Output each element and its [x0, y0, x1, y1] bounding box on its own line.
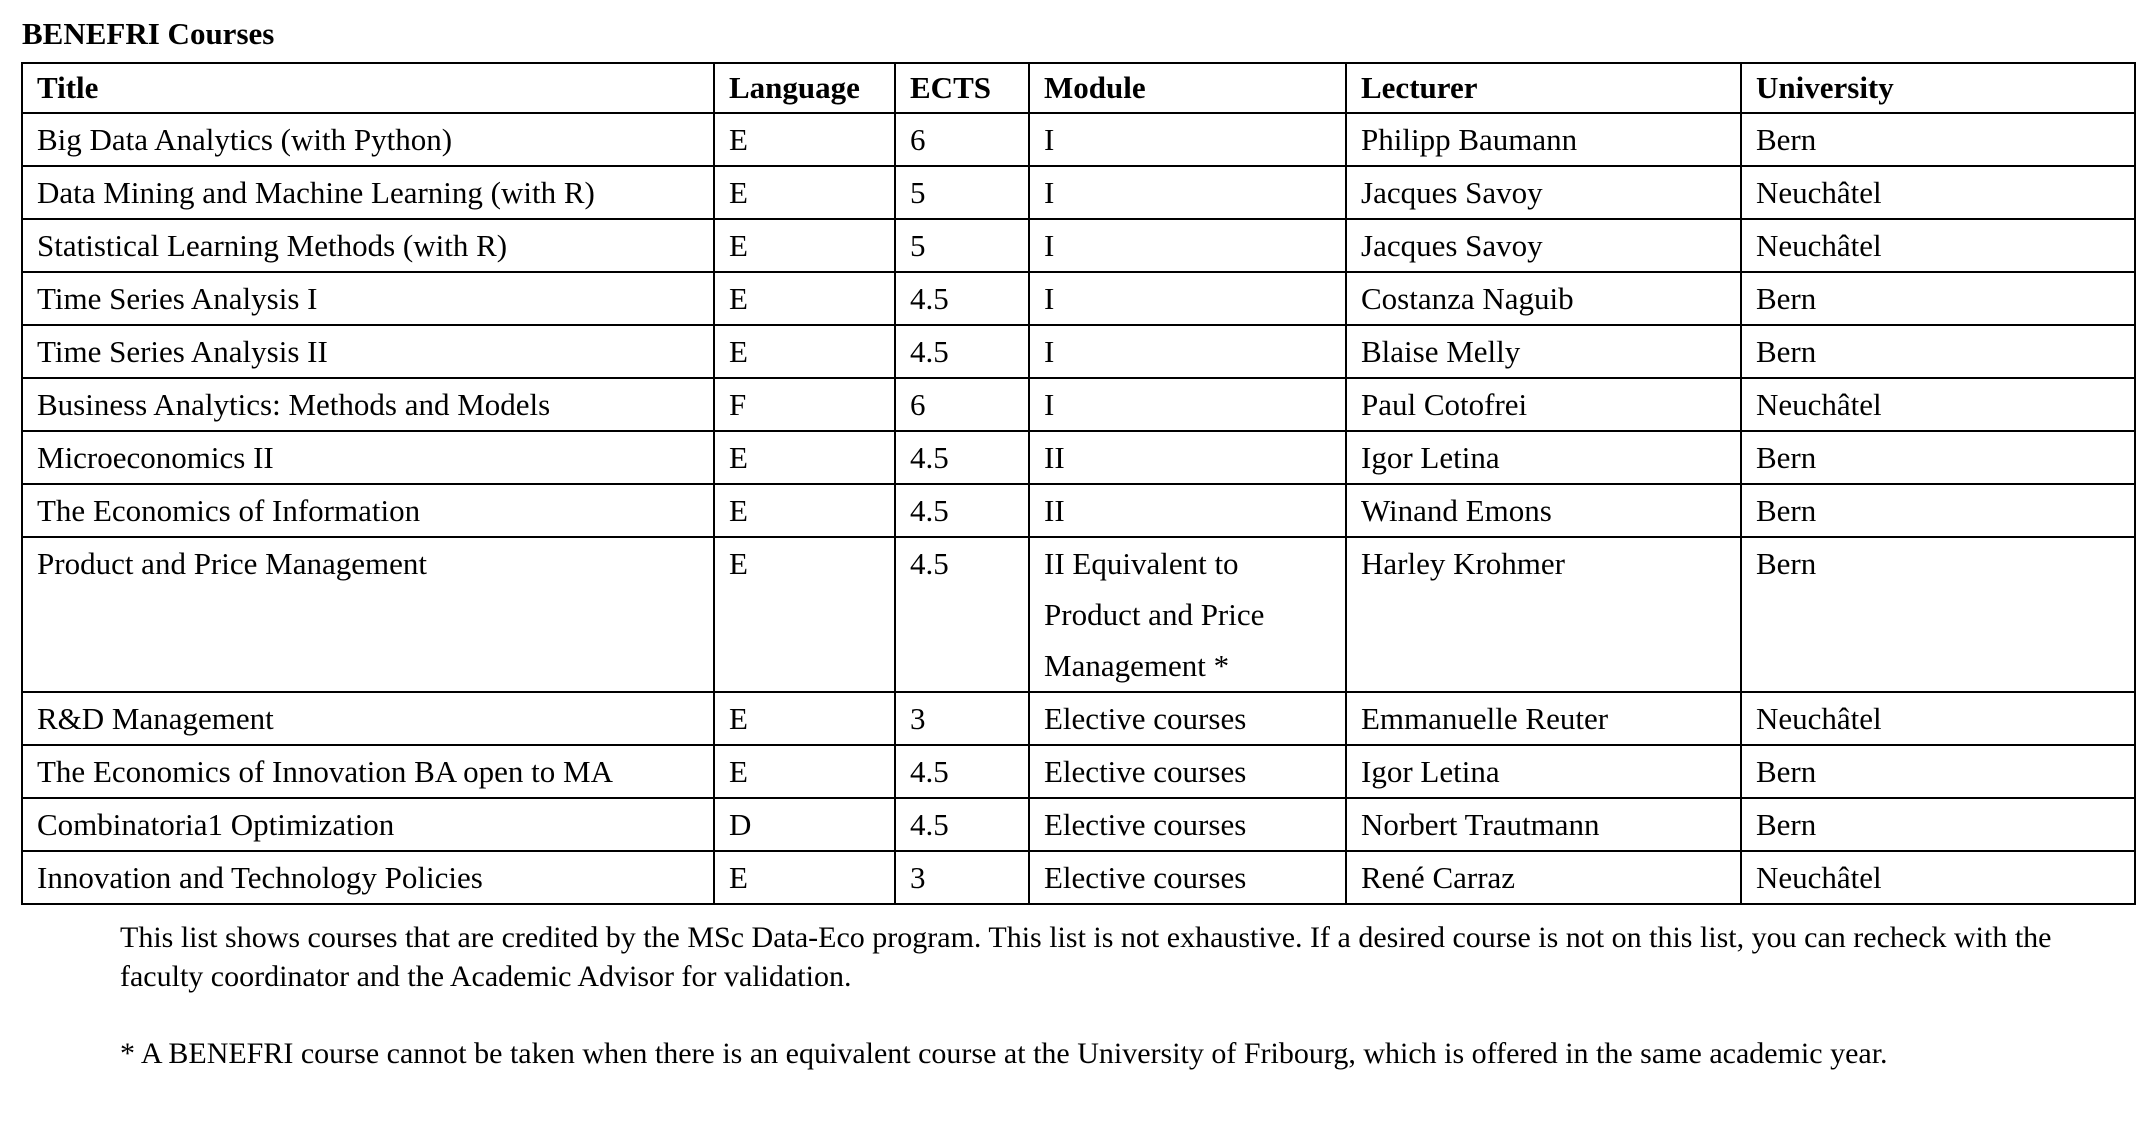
- cell-language: E: [714, 745, 895, 798]
- table-row: [22, 113, 2135, 166]
- cell-language: E: [714, 272, 895, 325]
- column-header-lecturer: Lecturer: [1346, 63, 1741, 113]
- cell-university: Neuchâtel: [1741, 851, 2135, 904]
- column-header-university: University: [1741, 63, 2135, 113]
- cell-lecturer: Jacques Savoy: [1346, 166, 1741, 219]
- cell-language: E: [714, 219, 895, 272]
- cell-university: Neuchâtel: [1741, 219, 2135, 272]
- notes-section: [120, 918, 2080, 1111]
- cell-title: Business Analytics: Methods and Models: [22, 378, 714, 431]
- cell-university: Bern: [1741, 272, 2135, 325]
- cell-university: Neuchâtel: [1741, 166, 2135, 219]
- cell-ects: 4.5: [895, 484, 1029, 537]
- cell-module: I: [1029, 325, 1346, 378]
- cell-lecturer: René Carraz: [1346, 851, 1741, 904]
- table-row: [22, 378, 2135, 431]
- cell-language: E: [714, 325, 895, 378]
- cell-title: Time Series Analysis II: [22, 325, 714, 378]
- cell-lecturer: Harley Krohmer: [1346, 537, 1741, 692]
- cell-module: I: [1029, 113, 1346, 166]
- cell-university: Neuchâtel: [1741, 692, 2135, 745]
- cell-lecturer: Blaise Melly: [1346, 325, 1741, 378]
- cell-title: Data Mining and Machine Learning (with R): [22, 166, 714, 219]
- cell-ects: 4.5: [895, 537, 1029, 692]
- table-row: [22, 325, 2135, 378]
- column-header-ects: ECTS: [895, 63, 1029, 113]
- table-row: [22, 745, 2135, 798]
- header-row: [22, 63, 2135, 113]
- cell-lecturer: Paul Cotofrei: [1346, 378, 1741, 431]
- cell-language: E: [714, 484, 895, 537]
- cell-ects: 3: [895, 692, 1029, 745]
- cell-ects: 4.5: [895, 745, 1029, 798]
- cell-title: Combinatoria1 Optimization: [22, 798, 714, 851]
- table-row: [22, 851, 2135, 904]
- table-row: [22, 537, 2135, 692]
- table-row: [22, 219, 2135, 272]
- cell-title: Microeconomics II: [22, 431, 714, 484]
- cell-university: Bern: [1741, 745, 2135, 798]
- cell-module: II: [1029, 484, 1346, 537]
- cell-ects: 4.5: [895, 325, 1029, 378]
- table-row: [22, 272, 2135, 325]
- cell-module: Elective courses: [1029, 798, 1346, 851]
- column-header-language: Language: [714, 63, 895, 113]
- table-row: [22, 431, 2135, 484]
- table-row: [22, 166, 2135, 219]
- cell-language: F: [714, 378, 895, 431]
- cell-university: Neuchâtel: [1741, 378, 2135, 431]
- cell-lecturer: Igor Letina: [1346, 745, 1741, 798]
- cell-lecturer: Winand Emons: [1346, 484, 1741, 537]
- cell-university: Bern: [1741, 537, 2135, 692]
- cell-module: I: [1029, 219, 1346, 272]
- cell-module: I: [1029, 378, 1346, 431]
- equivalence-note: * A BENEFRI course cannot be taken when there is an equivalent course at the University of Fribourg, which is offered in the same academic year.: [120, 1037, 1888, 1070]
- cell-ects: 4.5: [895, 431, 1029, 484]
- cell-language: D: [714, 798, 895, 851]
- cell-lecturer: Igor Letina: [1346, 431, 1741, 484]
- cell-title: R&D Management: [22, 692, 714, 745]
- cell-university: Bern: [1741, 113, 2135, 166]
- cell-title: Product and Price Management: [22, 537, 714, 692]
- cell-module: Elective courses: [1029, 851, 1346, 904]
- cell-language: E: [714, 851, 895, 904]
- cell-university: Bern: [1741, 484, 2135, 537]
- cell-title: Big Data Analytics (with Python): [22, 113, 714, 166]
- cell-university: Bern: [1741, 325, 2135, 378]
- courses-table: [21, 62, 2136, 905]
- cell-language: E: [714, 692, 895, 745]
- cell-title: The Economics of Innovation BA open to MA: [22, 745, 714, 798]
- cell-lecturer: Jacques Savoy: [1346, 219, 1741, 272]
- cell-module: I: [1029, 272, 1346, 325]
- cell-university: Bern: [1741, 798, 2135, 851]
- cell-lecturer: Emmanuelle Reuter: [1346, 692, 1741, 745]
- cell-title: Statistical Learning Methods (with R): [22, 219, 714, 272]
- cell-title: The Economics of Information: [22, 484, 714, 537]
- cell-ects: 4.5: [895, 272, 1029, 325]
- cell-ects: 3: [895, 851, 1029, 904]
- cell-lecturer: Norbert Trautmann: [1346, 798, 1741, 851]
- table-row: [22, 484, 2135, 537]
- cell-title: Innovation and Technology Policies: [22, 851, 714, 904]
- table-row: [22, 798, 2135, 851]
- cell-ects: 6: [895, 113, 1029, 166]
- cell-university: Bern: [1741, 431, 2135, 484]
- cell-ects: 5: [895, 166, 1029, 219]
- table-row: [22, 692, 2135, 745]
- cell-language: E: [714, 537, 895, 692]
- cell-ects: 4.5: [895, 798, 1029, 851]
- cell-language: E: [714, 113, 895, 166]
- cell-module: II: [1029, 431, 1346, 484]
- column-header-module: Module: [1029, 63, 1346, 113]
- cell-module: II Equivalent to Product and Price Management *: [1029, 537, 1346, 692]
- cell-lecturer: Costanza Naguib: [1346, 272, 1741, 325]
- cell-language: E: [714, 431, 895, 484]
- cell-lecturer: Philipp Baumann: [1346, 113, 1741, 166]
- cell-module: Elective courses: [1029, 692, 1346, 745]
- list-note: This list shows courses that are credited by the MSc Data-Eco program. This list is not exhaustive. If a desired course is not on this list, you can recheck with the faculty coordinator and the Academic Advisor for validation.: [120, 921, 2052, 993]
- cell-module: Elective courses: [1029, 745, 1346, 798]
- page-title: BENEFRI Courses: [22, 16, 275, 51]
- cell-language: E: [714, 166, 895, 219]
- cell-ects: 5: [895, 219, 1029, 272]
- cell-title: Time Series Analysis I: [22, 272, 714, 325]
- column-header-title: Title: [22, 63, 714, 113]
- cell-ects: 6: [895, 378, 1029, 431]
- cell-module: I: [1029, 166, 1346, 219]
